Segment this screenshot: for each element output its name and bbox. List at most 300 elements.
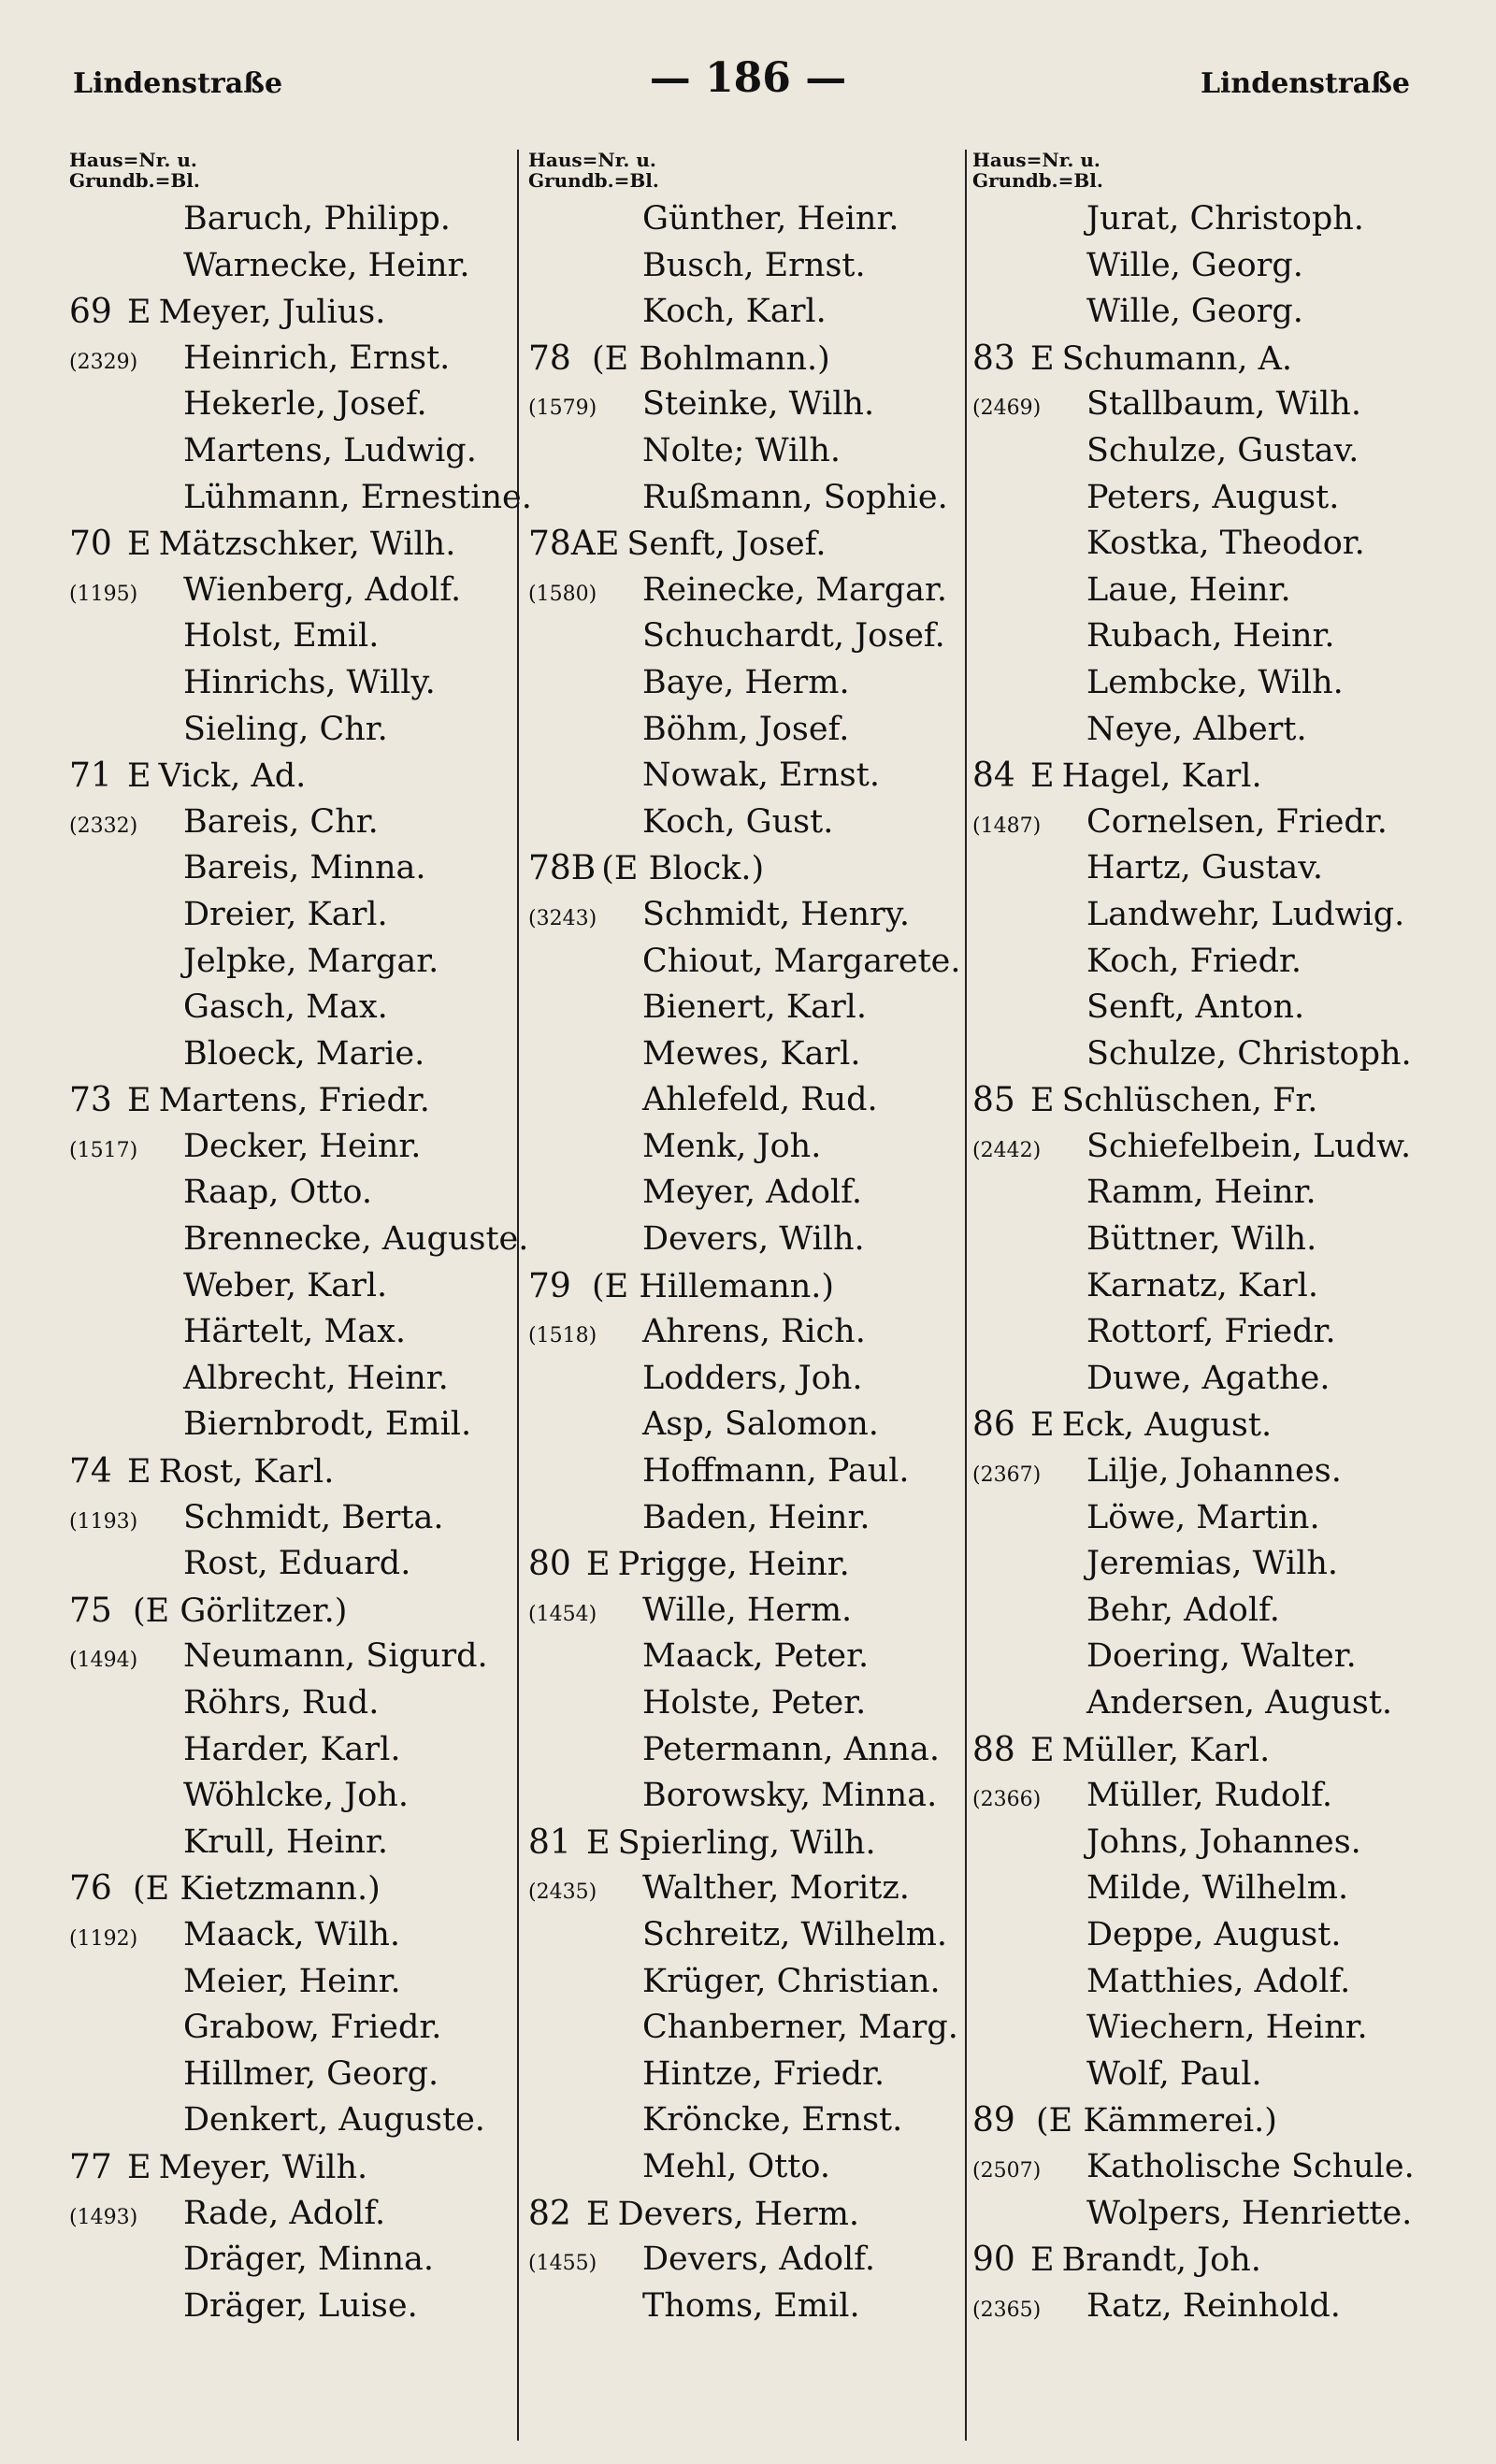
column-3 — [972, 150, 1459, 2329]
resident-name: (E Görlitzer.) — [133, 1592, 348, 1630]
list-item — [972, 1912, 1459, 1959]
list-item — [972, 243, 1459, 290]
owner-mark: E — [586, 1546, 611, 1584]
column-header-house: Haus=Nr. u. — [528, 149, 656, 171]
resident-name: Krull, Heinr. — [183, 1823, 389, 1861]
list-item — [528, 800, 986, 846]
resident-name: Chanberner, Marg. — [642, 2009, 958, 2047]
resident-name: Rost, Karl. — [158, 1453, 335, 1491]
resident-name: Senft, Josef. — [626, 526, 827, 564]
resident-name: Wöhlcke, Joh. — [183, 1777, 409, 1815]
list-item — [69, 613, 518, 660]
list-item — [69, 1912, 518, 1959]
list-item — [972, 1773, 1459, 1820]
resident-name: Doering, Walter. — [1086, 1637, 1357, 1676]
resident-name: Warnecke, Heinr. — [183, 246, 470, 284]
list-item — [69, 1448, 518, 1495]
resident-name: Mätzschker, Wilh. — [158, 526, 456, 564]
column-header-register: Grundb.=Bl. — [69, 169, 200, 192]
list-item — [528, 892, 986, 939]
resident-name: Hoffmann, Paul. — [642, 1452, 910, 1491]
list-item — [69, 1402, 518, 1448]
resident-name: Devers, Adolf. — [642, 2241, 875, 2279]
list-item — [528, 660, 986, 707]
column-header-register: Grundb.=Bl. — [528, 169, 659, 192]
resident-name: Bareis, Chr. — [183, 802, 379, 841]
column-1 — [69, 149, 532, 2329]
resident-name: Jeremias, Wilh. — [1086, 1545, 1339, 1583]
street-header-left: Lindenstraße — [73, 67, 283, 100]
resident-name: Behr, Adolf. — [1086, 1591, 1280, 1629]
resident-name: Deppe, August. — [1086, 1915, 1342, 1953]
list-item — [528, 336, 986, 382]
list-item — [972, 1124, 1459, 1171]
list-item — [69, 196, 518, 243]
list-item — [69, 1170, 518, 1217]
list-item — [69, 1680, 518, 1727]
resident-name: Hintze, Friedr. — [642, 2054, 885, 2093]
resident-name: Wille, Georg. — [1086, 246, 1303, 284]
house-number: 75 — [69, 1591, 112, 1630]
register-number: (2442) — [972, 1138, 1042, 1162]
resident-name: Reinecke, Margar. — [642, 570, 948, 609]
resident-name: Kostka, Theodor. — [1086, 525, 1365, 563]
resident-name: Katholische Schule. — [1086, 2147, 1415, 2185]
list-item — [69, 939, 518, 986]
resident-name: Rade, Adolf. — [183, 2194, 386, 2232]
owner-mark: E — [1030, 2241, 1055, 2280]
list-item — [528, 289, 986, 336]
resident-name: Jurat, Christoph. — [1086, 200, 1364, 238]
list-item — [528, 196, 986, 243]
list-item — [972, 800, 1459, 846]
list-item — [528, 521, 986, 568]
owner-mark: E — [586, 2195, 611, 2233]
house-number: 88 — [972, 1730, 1015, 1769]
resident-name: Schreitz, Wilhelm. — [642, 1915, 948, 1953]
resident-name: Spierling, Wilh. — [617, 1823, 876, 1862]
resident-name: Lilje, Johannes. — [1086, 1452, 1342, 1491]
resident-name: Dräger, Minna. — [183, 2241, 435, 2279]
house-number: 80 — [528, 1545, 571, 1584]
list-item — [972, 2191, 1459, 2238]
register-number: (2332) — [69, 814, 138, 838]
resident-name: Albrecht, Heinr. — [183, 1359, 449, 1397]
resident-name: Hartz, Gustav. — [1086, 849, 1324, 887]
list-item — [972, 1263, 1459, 1310]
resident-name: Wiechern, Heinr. — [1086, 2009, 1368, 2047]
resident-name: Biernbrodt, Emil. — [183, 1405, 472, 1444]
list-item — [528, 1031, 986, 1078]
column-header-register: Grundb.=Bl. — [972, 169, 1103, 192]
resident-name: Devers, Herm. — [617, 2195, 860, 2233]
house-number: 89 — [972, 2101, 1015, 2140]
resident-name: Karnatz, Karl. — [1086, 1266, 1318, 1304]
resident-name: Schulze, Christoph. — [1086, 1034, 1412, 1073]
list-item — [972, 2005, 1459, 2052]
list-item — [69, 428, 518, 475]
list-item — [528, 1309, 986, 1356]
list-item — [528, 2191, 986, 2238]
resident-name: Asp, Salomon. — [642, 1405, 879, 1444]
list-item — [69, 1124, 518, 1171]
resident-name: Schmidt, Henry. — [642, 895, 910, 933]
resident-name: Rottorf, Friedr. — [1086, 1313, 1336, 1351]
house-number: 70 — [69, 525, 112, 564]
owner-mark: E — [1030, 1731, 1055, 1769]
resident-name: Kröncke, Ernst. — [642, 2101, 903, 2140]
resident-name: Lühmann, Ernestine. — [183, 478, 532, 516]
resident-name: Koch, Friedr. — [1086, 942, 1302, 980]
list-item — [972, 613, 1459, 660]
resident-name: Baden, Heinr. — [642, 1498, 870, 1536]
list-item — [972, 289, 1459, 336]
resident-name: Böhm, Josef. — [642, 710, 850, 748]
list-item — [69, 521, 518, 568]
house-number: 78 — [528, 339, 571, 378]
resident-name: Wille, Herm. — [642, 1591, 853, 1629]
resident-name: Laue, Heinr. — [1086, 570, 1291, 609]
resident-name: Eck, August. — [1061, 1406, 1273, 1445]
resident-name: Schlüschen, Fr. — [1061, 1082, 1318, 1120]
list-item — [69, 892, 518, 939]
resident-name: Krüger, Christian. — [642, 1962, 941, 2000]
list-item — [972, 1959, 1459, 2006]
list-item — [972, 1866, 1459, 1912]
list-item — [528, 1541, 986, 1588]
resident-name: Meyer, Adolf. — [642, 1174, 862, 1212]
owner-mark: E — [1030, 339, 1055, 378]
list-item — [972, 1588, 1459, 1635]
resident-name: Stallbaum, Wilh. — [1086, 385, 1361, 424]
resident-name: Brennecke, Auguste. — [183, 1220, 529, 1259]
house-number: 77 — [69, 2147, 112, 2186]
list-item — [528, 1124, 986, 1171]
resident-name: (E Kietzmann.) — [133, 1870, 381, 1909]
resident-name: Nolte; Wilh. — [642, 431, 841, 469]
list-item — [972, 1820, 1459, 1866]
resident-name: Neumann, Sigurd. — [183, 1637, 488, 1676]
list-item — [69, 985, 518, 1031]
resident-name: Bloeck, Marie. — [183, 1034, 425, 1073]
register-number: (2366) — [972, 1788, 1042, 1812]
list-item — [528, 1495, 986, 1542]
resident-name: Löwe, Martin. — [1086, 1498, 1320, 1536]
resident-name: Neye, Albert. — [1086, 710, 1307, 748]
resident-name: Grabow, Friedr. — [183, 2009, 442, 2047]
resident-name: Hagel, Karl. — [1061, 757, 1262, 796]
owner-mark: E — [1030, 1406, 1055, 1445]
list-item — [69, 800, 518, 846]
list-item — [69, 2097, 518, 2144]
list-item — [528, 2052, 986, 2098]
owner-mark: E — [127, 2148, 151, 2186]
resident-name: Bareis, Minna. — [183, 849, 426, 887]
resident-name: Decker, Heinr. — [183, 1127, 422, 1165]
resident-name: Devers, Wilh. — [642, 1220, 865, 1259]
resident-name: Dräger, Luise. — [183, 2286, 418, 2325]
list-item — [69, 2237, 518, 2284]
list-item — [69, 1263, 518, 1310]
register-number: (1455) — [528, 2252, 597, 2276]
column-header-house: Haus=Nr. u. — [972, 149, 1100, 171]
owner-mark: E — [127, 294, 151, 332]
house-number: 76 — [69, 1869, 112, 1909]
resident-name: Matthies, Adolf. — [1086, 1962, 1351, 2000]
list-item — [972, 2144, 1459, 2191]
resident-name: Baye, Herm. — [642, 663, 850, 701]
list-item — [972, 753, 1459, 800]
house-number: 86 — [972, 1405, 1015, 1445]
register-number: (2435) — [528, 1880, 597, 1905]
list-item — [528, 428, 986, 475]
list-item — [972, 336, 1459, 382]
owner-mark: E — [1030, 1082, 1055, 1120]
house-number: 71 — [69, 756, 112, 796]
resident-name: Ramm, Heinr. — [1086, 1174, 1316, 1212]
list-item — [69, 475, 532, 522]
resident-name: Mehl, Otto. — [642, 2147, 830, 2185]
list-item — [528, 1170, 986, 1217]
list-item — [528, 1217, 986, 1263]
resident-name: Hekerle, Josef. — [183, 385, 427, 424]
list-item — [528, 382, 986, 428]
resident-name: Steinke, Wilh. — [642, 385, 875, 424]
list-item — [528, 2097, 986, 2144]
resident-name: Duwe, Agathe. — [1086, 1359, 1331, 1397]
list-item — [69, 336, 518, 382]
resident-name: Martens, Friedr. — [158, 1082, 430, 1120]
list-item — [972, 2237, 1459, 2284]
house-number: 78B — [528, 849, 597, 888]
register-number: (1192) — [69, 1926, 138, 1951]
resident-name: Schulze, Gustav. — [1086, 431, 1359, 469]
list-item — [528, 707, 986, 754]
list-item — [528, 939, 986, 986]
list-item — [528, 613, 986, 660]
list-item — [528, 753, 986, 800]
list-item — [69, 1356, 518, 1403]
list-item — [972, 1448, 1459, 1495]
list-item — [69, 1541, 518, 1588]
list-item — [972, 568, 1459, 614]
list-item — [69, 1588, 518, 1635]
list-item — [528, 985, 986, 1031]
list-item — [69, 1495, 518, 1542]
resident-name: Koch, Gust. — [642, 802, 834, 841]
list-item — [528, 1077, 986, 1124]
column-header — [972, 150, 1459, 196]
resident-name: Senft, Anton. — [1086, 988, 1305, 1027]
resident-name: Holste, Peter. — [642, 1684, 867, 1722]
street-header-right: Lindenstraße — [1200, 67, 1410, 100]
register-number: (1579) — [528, 396, 597, 421]
resident-name: Peters, August. — [1086, 478, 1340, 516]
resident-name: Martens, Ludwig. — [183, 431, 477, 469]
resident-name: Nowak, Ernst. — [642, 756, 880, 795]
resident-name: Maack, Peter. — [642, 1637, 870, 1676]
resident-name: (E Kämmerei.) — [1036, 2102, 1277, 2140]
owner-mark: E — [595, 526, 620, 564]
resident-name: Brandt, Joh. — [1061, 2241, 1261, 2280]
list-item — [528, 475, 986, 522]
resident-name: Ahrens, Rich. — [642, 1313, 866, 1351]
resident-name: Meier, Heinr. — [183, 1962, 401, 2000]
list-item — [972, 2052, 1459, 2098]
resident-name: Müller, Karl. — [1061, 1731, 1271, 1769]
list-item — [972, 1541, 1459, 1588]
register-number: (1580) — [528, 582, 597, 606]
column-header-house: Haus=Nr. u. — [69, 149, 197, 171]
resident-name: Büttner, Wilh. — [1086, 1220, 1317, 1259]
resident-name: Meyer, Julius. — [158, 294, 386, 332]
list-item — [972, 985, 1459, 1031]
list-item — [528, 1959, 986, 2006]
resident-name: Prigge, Heinr. — [617, 1546, 850, 1584]
resident-name: Petermann, Anna. — [642, 1730, 940, 1768]
list-item — [528, 1680, 986, 1727]
resident-name: Thoms, Emil. — [642, 2286, 860, 2325]
list-item — [528, 1448, 986, 1495]
resident-name: Müller, Rudolf. — [1086, 1777, 1333, 1815]
resident-name: Schumann, A. — [1061, 339, 1293, 378]
list-item — [69, 1959, 518, 2006]
house-number: 79 — [528, 1266, 571, 1305]
resident-name: Röhrs, Rud. — [183, 1684, 380, 1722]
house-number: 81 — [528, 1823, 571, 1862]
register-number: (3243) — [528, 906, 597, 930]
list-item — [528, 1912, 986, 1959]
list-item — [972, 521, 1459, 568]
resident-name: Schuchardt, Josef. — [642, 617, 945, 656]
register-number: (1494) — [69, 1649, 138, 1673]
list-item — [972, 428, 1459, 475]
owner-mark: E — [127, 526, 151, 564]
list-item — [69, 1866, 518, 1912]
list-item — [528, 1773, 986, 1820]
list-item — [69, 1217, 529, 1263]
house-number: 85 — [972, 1081, 1015, 1120]
resident-name: Rußmann, Sophie. — [642, 478, 948, 516]
list-item — [528, 2144, 986, 2191]
resident-name: Sieling, Chr. — [183, 710, 388, 748]
owner-mark: E — [127, 757, 151, 796]
list-item — [972, 1309, 1459, 1356]
list-item — [972, 1217, 1459, 1263]
resident-name: Härtelt, Max. — [183, 1313, 406, 1351]
resident-name: Chiout, Margarete. — [642, 942, 961, 980]
resident-name: Jelpke, Margar. — [183, 942, 439, 980]
list-item — [69, 753, 518, 800]
resident-name: Ratz, Reinhold. — [1086, 2286, 1341, 2325]
resident-name: Holst, Emil. — [183, 617, 380, 656]
list-item — [528, 1263, 986, 1310]
owner-mark: E — [127, 1453, 151, 1491]
resident-name: Wolf, Paul. — [1086, 2054, 1262, 2093]
list-item — [972, 660, 1459, 707]
house-number: 84 — [972, 756, 1015, 796]
list-item — [69, 2144, 518, 2191]
resident-name: Menk, Joh. — [642, 1127, 822, 1165]
list-item — [972, 1402, 1459, 1448]
register-number: (2329) — [69, 350, 138, 374]
list-item — [69, 2052, 518, 2098]
register-number: (1518) — [528, 1324, 597, 1348]
register-number: (2507) — [972, 2158, 1042, 2183]
register-number: (1517) — [69, 1138, 138, 1162]
list-item — [69, 660, 518, 707]
resident-name: Günther, Heinr. — [642, 200, 899, 238]
owner-mark: E — [1030, 757, 1055, 796]
list-item — [69, 845, 518, 892]
list-item — [972, 892, 1459, 939]
resident-name: Borowsky, Minna. — [642, 1777, 938, 1815]
list-item — [528, 1402, 986, 1448]
resident-name: Lodders, Joh. — [642, 1359, 863, 1397]
resident-name: Rubach, Heinr. — [1086, 617, 1335, 656]
resident-name: Landwehr, Ludwig. — [1086, 895, 1405, 933]
resident-name: Lembcke, Wilh. — [1086, 663, 1344, 701]
list-item — [528, 1588, 986, 1635]
resident-name: Koch, Karl. — [642, 293, 827, 331]
list-item — [972, 1077, 1459, 1124]
resident-name: Heinrich, Ernst. — [183, 339, 451, 377]
resident-name: (E Hillemann.) — [592, 1267, 835, 1305]
page-number: — 186 — — [649, 54, 847, 102]
resident-name: Wille, Georg. — [1086, 293, 1303, 331]
list-item — [69, 1727, 518, 1774]
resident-name: Denkert, Auguste. — [183, 2101, 485, 2140]
house-number: 69 — [69, 293, 112, 332]
register-number: (2469) — [972, 396, 1042, 421]
register-number: (1195) — [69, 582, 138, 606]
list-item — [972, 845, 1459, 892]
list-item — [69, 2191, 518, 2238]
resident-name: Bienert, Karl. — [642, 988, 867, 1027]
resident-name: Baruch, Philipp. — [183, 200, 451, 238]
list-item — [972, 1170, 1459, 1217]
owner-mark: E — [586, 1823, 611, 1862]
list-item — [972, 1031, 1459, 1078]
list-item — [528, 1866, 986, 1912]
resident-name: Schmidt, Berta. — [183, 1498, 444, 1536]
list-item — [69, 243, 518, 290]
list-item — [972, 707, 1459, 754]
resident-name: Ahlefeld, Rud. — [642, 1081, 878, 1119]
resident-name: Dreier, Karl. — [183, 895, 388, 933]
list-item — [69, 382, 518, 428]
resident-name: Weber, Karl. — [183, 1266, 388, 1304]
list-item — [528, 243, 986, 290]
resident-name: Maack, Wilh. — [183, 1915, 401, 1953]
list-item — [69, 1309, 518, 1356]
column-header — [528, 150, 986, 196]
resident-name: Meyer, Wilh. — [158, 2148, 368, 2186]
house-number: 73 — [69, 1081, 112, 1120]
resident-name: Harder, Karl. — [183, 1730, 401, 1768]
register-number: (2365) — [972, 2298, 1042, 2322]
house-number: 83 — [972, 339, 1015, 378]
list-item — [528, 568, 986, 614]
resident-name: (E Bohlmann.) — [592, 339, 830, 378]
resident-name: Mewes, Karl. — [642, 1034, 861, 1073]
list-item — [972, 1680, 1459, 1727]
list-item — [528, 1820, 986, 1866]
list-item — [69, 1634, 518, 1680]
house-number: 82 — [528, 2194, 571, 2233]
owner-mark: E — [127, 1082, 151, 1120]
resident-name: Wolpers, Henriette. — [1086, 2194, 1413, 2232]
